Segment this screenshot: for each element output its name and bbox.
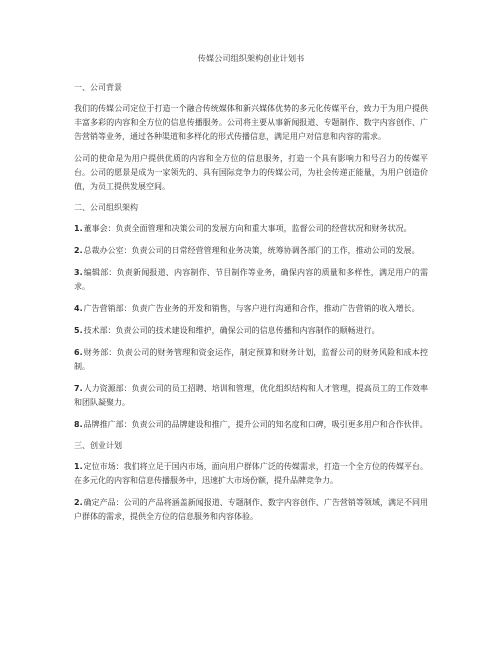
item-number: 2. <box>74 246 83 255</box>
item-number: 1. <box>74 224 83 233</box>
list-item <box>74 302 428 316</box>
list-item <box>74 346 428 374</box>
item-text: 品牌推广部：负责公司的品牌建设和推广，提升公司的知名度和口碑，吸引更多用户和合作伙伴。 <box>83 420 428 429</box>
item-text: 编辑部：负责新闻报道、内容制作、节目制作等业务，确保内容的质量和多样性，满足用户的需求。 <box>74 268 428 291</box>
item-text: 董事会：负责全面管理和决策公司的发展方向和重大事项，监督公司的经营状况和财务状况。 <box>83 224 412 233</box>
list-item <box>74 266 428 294</box>
item-number: 2. <box>74 498 83 507</box>
section-heading-background: 一、公司背景 <box>74 83 122 92</box>
section-heading-business-plan: 三、创业计划 <box>74 441 122 450</box>
item-text: 总裁办公室：负责公司的日常经营管理和业务决策，统筹协调各部门的工作，推动公司的发展。 <box>83 246 420 255</box>
document-title: 传媒公司组织架构创业计划书 <box>197 53 305 63</box>
paragraph-text: 公司的使命是为用户提供优质的内容和全方位的信息服务，打造一个具有影响力和号召力的传媒平台。公司的愿景是成为一家领先的、具有国际竞争力的传媒公司，为社会传递正能量，为用户创造价值，为员工提供发展空间。 <box>74 154 428 191</box>
list-item <box>74 496 428 524</box>
item-number: 6. <box>74 348 83 357</box>
paragraph-text: 我们的传媒公司定位于打造一个融合传统媒体和新兴媒体优势的多元化传媒平台，致力于为用户提供丰富多彩的内容和全方位的信息传播服务。公司将主要从事新闻报道、专题制作、数字内容创作、广告营销等业务，通过各种渠道和多样化的形式传播信息，满足用户对信息和内容的需求。 <box>74 104 428 141</box>
list-item <box>74 418 428 432</box>
item-number: 8. <box>74 420 83 429</box>
item-text: 技术部：负责公司的技术建设和维护，确保公司的信息传播和内容制作的顺畅进行。 <box>83 326 380 335</box>
item-text: 定位市场：我们将立足于国内市场，面向用户群体广泛的传媒需求，打造一个全方位的传媒平台。在多元化的内容和信息传播服务中，迅速扩大市场份额，提升品牌竞争力。 <box>74 462 428 485</box>
item-text: 广告营销部：负责广告业务的开发和销售，与客户进行沟通和合作，推动广告营销的收入增长。 <box>83 304 420 313</box>
paragraph <box>74 152 428 194</box>
item-number: 1. <box>74 462 83 471</box>
list-item <box>74 222 428 236</box>
item-number: 7. <box>74 384 83 393</box>
item-number: 3. <box>74 268 83 277</box>
list-item <box>74 244 428 258</box>
item-text: 人力资源部：负责公司的员工招聘、培训和管理，优化组织结构和人才管理，提高员工的工作效率和团队凝聚力。 <box>74 384 428 407</box>
item-number: 5. <box>74 326 83 335</box>
paragraph <box>74 102 428 144</box>
item-text: 确定产品：公司的产品将涵盖新闻报道、专题制作、数字内容创作、广告营销等领域，满足不同用户群体的需求，提供全方位的信息服务和内容体验。 <box>74 498 428 521</box>
list-item <box>74 382 428 410</box>
item-number: 4. <box>74 304 83 313</box>
item-text: 财务部：负责公司的财务管理和资金运作，制定预算和财务计划，监督公司的财务风险和成本控制。 <box>74 348 428 371</box>
list-item <box>74 324 428 338</box>
section-heading-org-structure: 二、公司组织架构 <box>74 203 138 212</box>
list-item <box>74 460 428 488</box>
